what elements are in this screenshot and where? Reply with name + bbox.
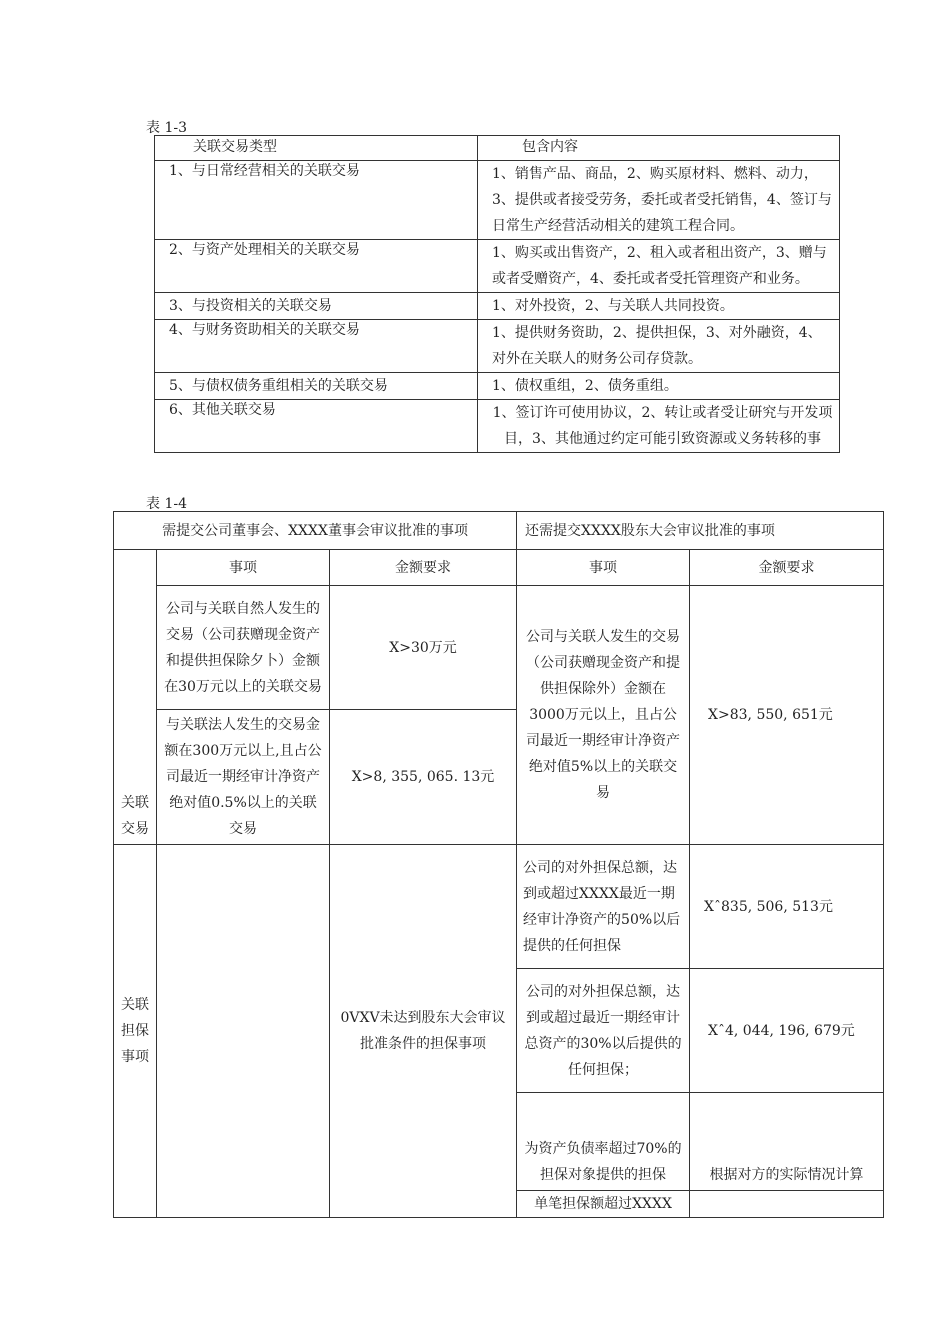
shareholder-transaction-item: 公司与关联人发生的交易（公司获赠现金资产和提供担保除外）金额在3000万元以上，且占公司最近一期经审计净资产绝对值5%以上的关联交易 — [517, 586, 690, 845]
row-content: 1、提供财务资助，2、提供担保，3、对外融资，4、对外在关联人的财务公司存贷款。 — [492, 325, 822, 367]
row-content: 1、对外投资，2、与关联人共同投资。 — [492, 298, 734, 314]
table-row — [155, 293, 840, 320]
approval-requirements-table — [113, 511, 884, 1218]
table-header-row — [155, 136, 840, 161]
board-guarantee-amount: 0VXV未达到股东大会审议批准条件的担保事项 — [330, 845, 517, 1218]
group-header-row — [114, 512, 884, 550]
related-transaction-types-table — [154, 135, 840, 453]
row-type: 5、与债权债务重组相关的关联交易 — [169, 378, 388, 394]
row-type: 3、与投资相关的关联交易 — [169, 298, 332, 314]
shareholder-guarantee-item-4: 单笔担保额超过XXXX — [517, 1191, 690, 1218]
table-row — [155, 161, 840, 240]
board-amount-header: 金额要求 — [330, 550, 517, 586]
shareholder-guarantee-amount-2: Xˆ4, 044, 196, 679元 — [690, 969, 884, 1093]
table-row — [155, 240, 840, 293]
shareholder-guarantee-amount-3: 根据对方的实际情况计算 — [690, 1093, 884, 1191]
shareholder-transaction-amount: X>83, 550, 651元 — [690, 586, 884, 845]
header-content: 包含内容 — [478, 136, 840, 161]
table-1-3-caption: 表 1-3 — [146, 120, 187, 136]
shareholder-guarantee-item-2: 公司的对外担保总额，达到或超过最近一期经审计总资产的30%以后提供的任何担保； — [517, 969, 690, 1093]
table-row — [155, 320, 840, 373]
shareholder-guarantee-amount-4 — [690, 1191, 884, 1218]
header-transaction-type: 关联交易类型 — [155, 136, 478, 161]
shareholder-approval-header: 还需提交XXXX股东大会审议批准的事项 — [517, 512, 884, 550]
shareholder-guarantee-item-1: 公司的对外担保总额，达到或超过XXXX最近一期经审计净资产的50%以后提供的任何担保 — [517, 845, 690, 969]
row-type: 6、其他关联交易 — [169, 402, 276, 418]
row-type: 4、与财务资助相关的关联交易 — [169, 322, 360, 338]
row-type: 2、与资产处理相关的关联交易 — [169, 242, 360, 258]
table-row — [114, 586, 884, 710]
row-content: 1、债权重组，2、债务重组。 — [492, 378, 678, 394]
table-row — [114, 845, 884, 969]
table-1-4-caption: 表 1-4 — [146, 496, 187, 512]
sub-header-row — [114, 550, 884, 586]
board-transaction-item-1: 公司与关联自然人发生的交易（公司获赠现金资产和提供担保除夕卜）金额在30万元以上的关联交易 — [157, 586, 330, 710]
board-guarantee-item — [157, 845, 330, 1218]
board-transaction-amount-1: X>30万元 — [330, 586, 517, 710]
shareholder-guarantee-item-3: 为资产负债率超过70%的担保对象提供的担保 — [517, 1093, 690, 1191]
table-row — [155, 400, 840, 453]
shareholder-amount-header: 金额要求 — [690, 550, 884, 586]
board-approval-header: 需提交公司董事会、XXXX董事会审议批准的事项 — [114, 512, 517, 550]
shareholder-guarantee-amount-1: Xˆ835, 506, 513元 — [690, 845, 884, 969]
category-related-guarantees: 关联担保事项 — [114, 845, 157, 1218]
table-row — [155, 373, 840, 400]
row-content: 1、销售产品、商品，2、购买原材料、燃料、动力，3、提供或者接受劳务，委托或者受托销售，4、签订与日常生产经营活动相关的建筑工程合同。 — [492, 166, 832, 234]
board-transaction-amount-2: X>8, 355, 065. 13元 — [330, 710, 517, 845]
shareholder-item-header: 事项 — [517, 550, 690, 586]
row-content: 1、签订许可使用协议，2、转让或者受让研究与开发项目，3、其他通过约定可能引致资源或义务转移的事 — [492, 405, 833, 447]
board-item-header: 事项 — [157, 550, 330, 586]
board-transaction-item-2: 与关联法人发生的交易金额在300万元以上,且占公司最近一期经审计净资产绝对值0.5%以上的关联交易 — [157, 710, 330, 845]
category-related-transactions: 关联交易 — [114, 550, 157, 845]
row-type: 1、与日常经营相关的关联交易 — [169, 163, 360, 179]
row-content: 1、购买或出售资产，2、租入或者租出资产，3、赠与或者受赠资产，4、委托或者受托管理资产和业务。 — [492, 245, 827, 287]
